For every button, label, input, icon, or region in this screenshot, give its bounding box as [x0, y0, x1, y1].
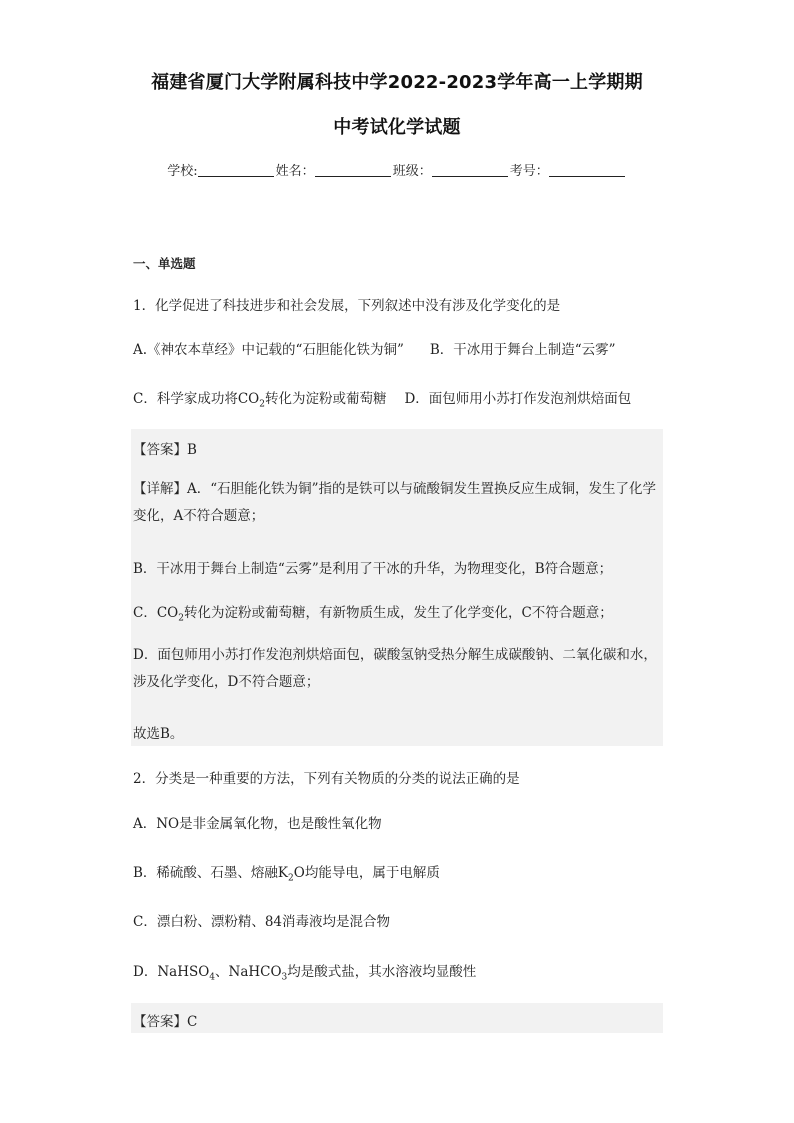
q2-option-a: A．NO是非金属氧化物，也是酸性氧化物 — [133, 816, 382, 832]
q2-stem: 2．分类是一种重要的方法，下列有关物质的分类的说法正确的是 — [133, 771, 520, 787]
q1-detail-b: B．干冰用于舞台上制造“云雾”是利用了干冰的升华，为物理变化，B符合题意； — [133, 561, 613, 577]
page-title-line2: 中考试化学试题 — [333, 117, 461, 138]
q1-conclusion: 故选B。 — [133, 726, 184, 742]
q1-stem: 1．化学促进了科技进步和社会发展，下列叙述中没有涉及化学变化的是 — [133, 298, 561, 314]
co2-formula-text: CO — [237, 391, 260, 407]
school-blank[interactable] — [198, 163, 274, 177]
class-label: 班级： — [392, 164, 432, 179]
q2-option-b — [133, 861, 440, 884]
section-title: 一、单选题 — [133, 256, 196, 271]
q1-option-c — [133, 391, 387, 410]
q1-answer-box — [131, 429, 663, 746]
answer-tag: 【答案】 — [133, 1014, 187, 1030]
co2-formula — [237, 391, 265, 410]
q2-option-c: C．漂白粉、漂粉精、84消毒液均是混合物 — [133, 914, 391, 930]
q2-answer — [133, 1010, 197, 1030]
q1-option-a: A.《神农本草经》中记载的“石胆能化铁为铜” — [133, 342, 404, 358]
k2o-formula: K — [277, 865, 289, 881]
k2o-subscript: 2 — [288, 873, 294, 884]
q2-option-d — [133, 960, 476, 983]
nahso4-subscript: 4 — [209, 972, 216, 983]
school-label: 学校: — [167, 164, 198, 179]
q1-option-c-text: C．科学家成功将 — [133, 391, 238, 407]
q1-answer — [133, 438, 197, 458]
exam-no-label: 考号： — [509, 164, 549, 179]
separator: 、 — [215, 964, 229, 980]
nahco3-subscript: 3 — [281, 972, 288, 983]
exam-no-blank[interactable] — [549, 163, 625, 177]
q1-detail-a — [133, 476, 661, 530]
name-label: 姓名： — [275, 164, 315, 179]
detail-c-subscript: 2 — [178, 613, 184, 624]
nahso4-formula: NaHSO — [157, 964, 210, 980]
answer-value: C — [187, 1014, 198, 1030]
answer-value: B — [187, 442, 197, 458]
student-info-row — [0, 160, 794, 179]
q2-answer-box — [131, 1003, 663, 1033]
k2o-formula-o: O — [293, 865, 305, 881]
q1-detail-d: D．面包师用小苏打作发泡剂烘焙面包，碳酸氢钠受热分解生成碳酸钠、二氧化碳和水，涉及化学变化，D不符合题意； — [133, 647, 657, 690]
q2-option-b-text: B．稀硫酸、石墨、熔融 — [133, 865, 278, 881]
name-blank[interactable] — [315, 163, 391, 177]
q1-detail-c — [133, 601, 613, 624]
answer-tag: 【答案】 — [133, 442, 187, 458]
q2-option-d-text: D． — [133, 964, 158, 980]
q1-options-ab — [133, 338, 616, 358]
detail-tag: 【详解】 — [133, 481, 187, 497]
co2-subscript: 2 — [259, 399, 265, 410]
q2-option-d-text-after: 均是酸式盐，其水溶液均显酸性 — [287, 964, 477, 980]
q1-option-d: D．面包师用小苏打作发泡剂烘焙面包 — [404, 391, 632, 407]
q1-option-c-text-after: 转化为淀粉或葡萄糖 — [264, 391, 387, 407]
q1-option-b: B．干冰用于舞台上制造“云雾” — [429, 342, 616, 358]
class-blank[interactable] — [432, 163, 508, 177]
detail-c-formula: C．CO — [133, 605, 179, 621]
detail-c-text: 转化为淀粉或葡萄糖，有新物质生成，发生了化学变化，C不符合题意； — [183, 605, 613, 621]
nahco3-formula: NaHCO — [228, 964, 282, 980]
q1-options-cd — [133, 387, 631, 410]
q2-option-b-text-after: 均能导电，属于电解质 — [304, 865, 440, 881]
detail-a-text: A．“石胆能化铁为铜”指的是铁可以与硫酸铜发生置换反应生成铜，发生了化学变化，A不符合题意； — [133, 481, 657, 524]
page-title-line1: 福建省厦门大学附属科技中学2022-2023学年高一上学期期 — [151, 72, 643, 93]
